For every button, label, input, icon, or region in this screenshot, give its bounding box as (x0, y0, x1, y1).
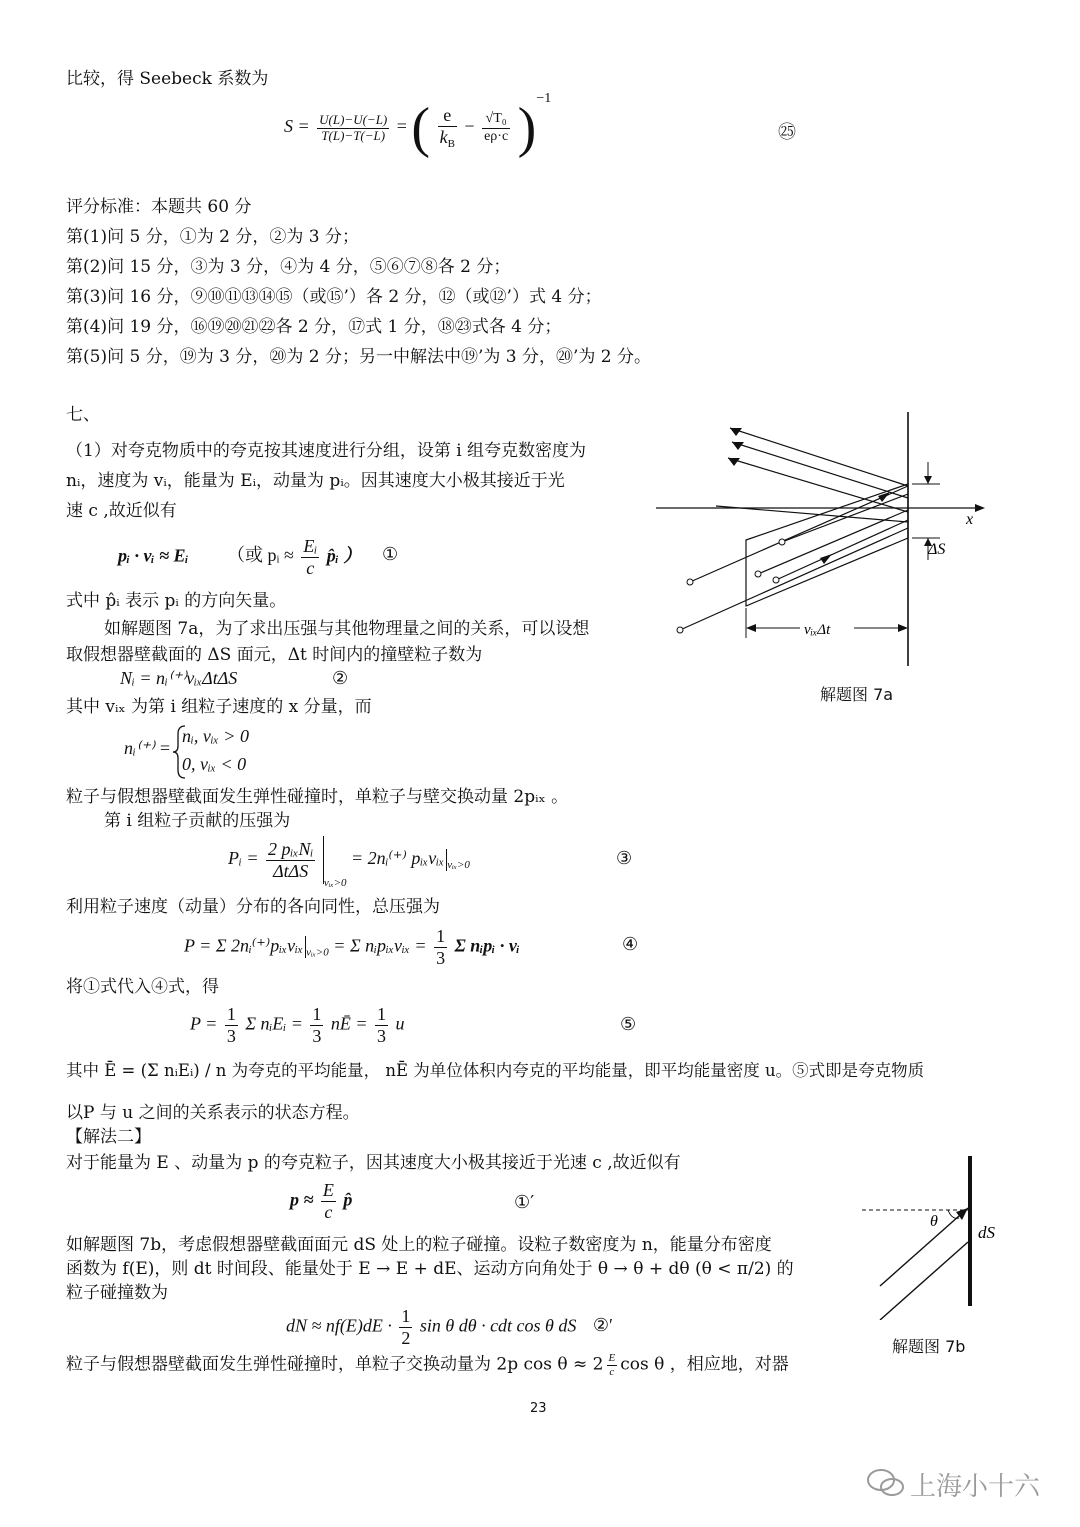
method2-text: 对于能量为 E 、动量为 p 的夸克粒子，因其速度大小极其接近于光速 c ,故近似有 (66, 1153, 681, 1173)
method2-text: 如解题图 7b，考虑假想器壁截面面元 dS 处上的粒子碰撞。设粒子数密度为 n，能量分布密度 (66, 1235, 772, 1255)
label-1: ① (382, 544, 399, 565)
part1-text: 利用粒子速度（动量）分布的各向同性，总压强为 (66, 897, 440, 917)
fig7a-vdt-label: vᵢₓΔt (804, 622, 831, 638)
figure-7b-caption: 解题图 7b (892, 1337, 966, 1356)
scoring-line: 第(1)问 5 分，①为 2 分，②为 3 分； (66, 227, 359, 247)
part1-text: 第 i 组粒子贡献的压强为 (104, 811, 291, 831)
part1-text: nᵢ，速度为 vᵢ，能量为 Eᵢ，动量为 pᵢ。因其速度大小极其接近于光 (66, 471, 565, 491)
part1-text: 速 c ,故近似有 (66, 501, 177, 521)
piecewise-case: nᵢ, vᵢₓ > 0 (182, 726, 249, 746)
part1-text: 其中 Ē = (Σ nᵢEᵢ) / n 为夸克的平均能量， nĒ 为单位体积内夸克的平均能量，即平均能量密度 u。⑤式即是夸克物质 (66, 1061, 925, 1080)
part1-text: 以P 与 u 之间的关系表示的状态方程。 (66, 1103, 360, 1123)
equation-3: Pᵢ = $\frac{\text{2 pᵢₓNᵢ}}{\text{ΔtΔS}}$ $_{vᵢ_x>0}$ = 2nᵢ⁽⁺⁾ pᵢₓvᵢₓ $_{vᵢ_x>0}$ (228, 836, 470, 889)
equation-1-prime: p ≈ $\frac{E}{c}$ p̂ (290, 1180, 353, 1222)
figure-7b (856, 1150, 1006, 1320)
equation-4: P = Σ 2nᵢ⁽⁺⁾pᵢₓvᵢₓ $_{vᵢ_x>0}$ = Σ nᵢpᵢₓvᵢₓ = $\frac{1}{3}$ Σ nᵢpᵢ · vᵢ (184, 926, 520, 968)
fig7a-ds-label: ΔS (928, 541, 946, 558)
label-25: ㉕ (778, 122, 796, 143)
figure-7a-caption: 解题图 7a (820, 685, 894, 704)
part1-text: 粒子与假想器壁截面发生弹性碰撞时，单粒子与壁交换动量 2pᵢₓ 。 (66, 787, 569, 807)
method2-text: 粒子与假想器壁截面发生弹性碰撞时，单粒子交换动量为 2p cos θ ≈ 2 $\frac{E}{c}$ cos θ ，相应地，对器 (66, 1352, 789, 1378)
label-3: ③ (616, 848, 633, 869)
scoring-line: 第(2)问 15 分，③为 3 分，④为 4 分，⑤⑥⑦⑧各 2 分； (66, 257, 511, 277)
piecewise-lhs: nᵢ⁽⁺⁾ = (124, 738, 171, 758)
scoring-line: 第(3)问 16 分，⑨⑩⑪⑬⑭⑮（或⑮’）各 2 分，⑫（或⑫’）式 4 分； (66, 287, 602, 307)
fig7a-x-label: x (966, 511, 974, 528)
part1-text: （1）对夸克物质中的夸克按其速度进行分组，设第 i 组夸克数密度为 (66, 441, 587, 461)
label-2: ② (332, 668, 349, 689)
fig7b-theta: θ (930, 1213, 938, 1230)
equation-25: S = $\frac{U(L)-U(-L)}{T(L)-T(-L)}$ = ( $\frac{e}{k_B}$ − $\frac{\text{√T₀}}{e\rho\cdot c}$ )$^{-1}$ (284, 91, 552, 159)
method2-text: 粒子碰撞数为 (66, 1283, 168, 1303)
equation-2-prime: dN ≈ nf(E)dE · $\frac{1}{2}$ sin θ dθ · cdt cos θ dS ②′ (286, 1306, 613, 1348)
equation-1: pᵢ · vᵢ ≈ Eᵢ （或 pᵢ ≈ $\frac{\text{Eᵢ}}{c}$ p̂ᵢ ） (118, 536, 362, 578)
part1-text: 将①式代入④式，得 (66, 977, 219, 997)
piecewise-case: 0, vᵢₓ < 0 (182, 754, 247, 774)
equation-5: P = $\frac{1}{3}$ Σ nᵢEᵢ = $\frac{1}{3}$ nĒ = $\frac{1}{3}$ u (190, 1004, 405, 1046)
part1-text: 式中 p̂ᵢ 表示 pᵢ 的方向矢量。 (66, 591, 287, 611)
scoring-title: 评分标准：本题共 60 分 (66, 197, 252, 217)
section-title: 七、 (66, 405, 100, 425)
fig7b-ds: dS (978, 1223, 995, 1242)
figure-7a (650, 408, 990, 670)
method2-heading: 【解法二】 (66, 1127, 151, 1147)
part1-text: 取假想器壁截面的 ΔS 面元，Δt 时间内的撞壁粒子数为 (66, 645, 483, 665)
label-1-prime: ①′ (514, 1192, 535, 1213)
label-4: ④ (622, 934, 639, 955)
scoring-line: 第(5)问 5 分，⑲为 3 分，⑳为 2 分；另一中解法中⑲’为 3 分，⑳’为 2 分。 (66, 347, 652, 367)
part1-text: 如解题图 7a，为了求出压强与其他物理量之间的关系，可以设想 (104, 619, 590, 639)
equation-2: Nᵢ = nᵢ⁽⁺⁾vᵢₓΔtΔS (120, 668, 238, 688)
page-number: 23 (530, 1401, 547, 1416)
scoring-line: 第(4)问 19 分，⑯⑲⑳㉑㉒各 2 分，⑰式 1 分，⑱㉓式各 4 分； (66, 317, 562, 337)
label-5: ⑤ (620, 1014, 637, 1035)
wechat-icon (866, 1466, 906, 1500)
part1-text: 其中 vᵢₓ 为第 i 组粒子速度的 x 分量，而 (66, 697, 372, 717)
watermark-text: 上海小十六 (910, 1472, 1041, 1502)
intro-text: 比较，得 Seebeck 系数为 (66, 69, 269, 89)
method2-text: 函数为 f(E)，则 dt 时间段、能量处于 E → E + dE、运动方向角处于 θ → θ + dθ (θ < π/2) 的 (66, 1259, 794, 1279)
